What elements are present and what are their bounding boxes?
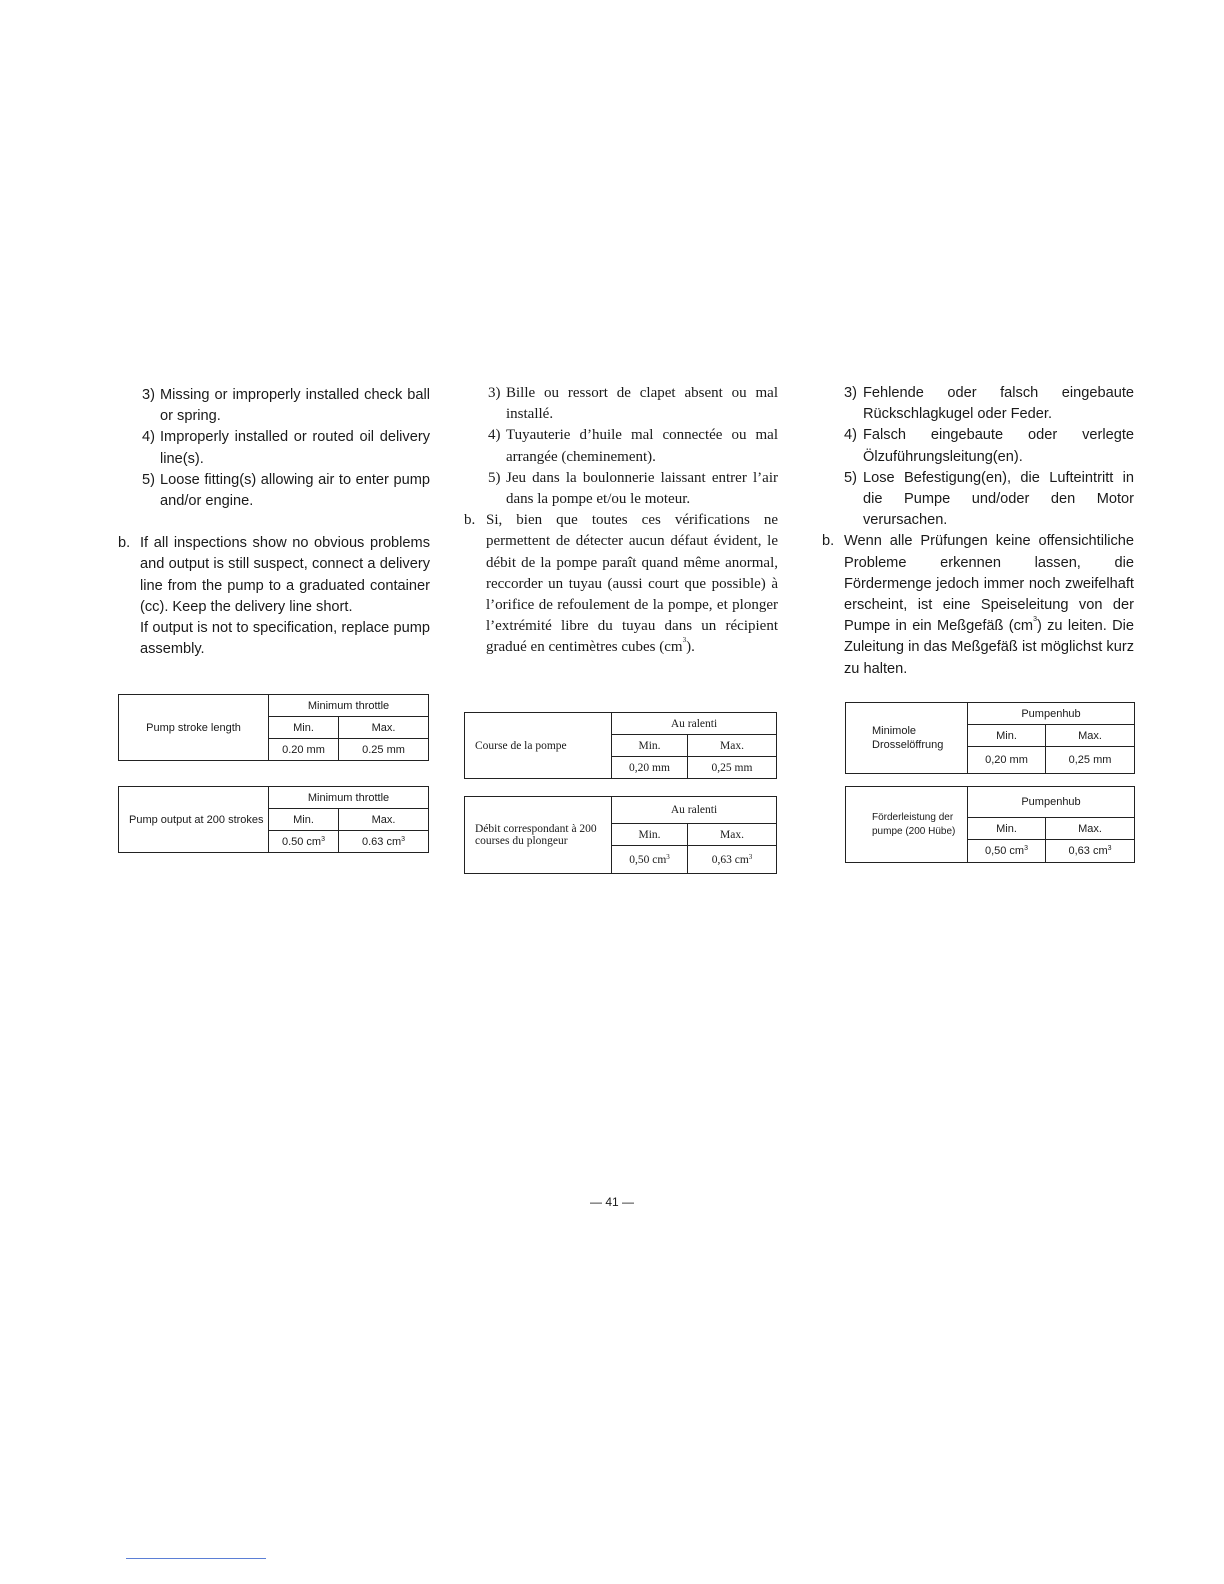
table-header: Minimum throttle: [269, 695, 429, 717]
paragraph-text: If all inspections show no obvious problems and output is still suspect, connect a delivery line from the pump to a graduated container (cc). Keep the delivery line short.: [140, 535, 430, 615]
table-header: Minimum throttle: [269, 787, 429, 809]
item-text: Tuyauterie d’huile mal connectée ou mal arrangée (cheminement).: [506, 427, 778, 465]
german-column: [822, 383, 1134, 680]
max-header: Max.: [1046, 725, 1135, 747]
table-label: Pump stroke length: [119, 695, 269, 761]
list-item: [118, 427, 430, 469]
table-label: Course de la pompe: [465, 713, 612, 779]
paragraph-b: [118, 533, 430, 660]
item-number: 3): [844, 385, 857, 401]
paragraph-b: [464, 510, 778, 658]
min-header: Min.: [968, 818, 1046, 840]
table-header: Pumpenhub: [968, 703, 1135, 725]
spec-table-output-fr: [464, 796, 777, 874]
table-label: Pump output at 200 strokes: [119, 787, 269, 853]
list-item: [466, 468, 778, 510]
item-text: Fehlende oder falsch eingebaute Rückschlagkugel oder Feder.: [863, 385, 1134, 423]
max-header: Max.: [339, 717, 429, 739]
paragraph-text: Wenn alle Prüfungen keine offensichtiliche Probleme erkennen lassen, die Fördermenge jedoch immer noch zweifelhaft erscheint, ist eine Speiseleitung von der Pumpe in ein Meßgefäß $(cm^3)$ zu leiten. Die Zuleitung in das Meßgefäß ist möglichst kurz zu halten.: [844, 533, 1134, 677]
spec-table-stroke-fr: [464, 712, 777, 779]
item-number: 4): [142, 429, 155, 446]
table-header: Pumpenhub: [968, 787, 1135, 818]
list-item: [822, 468, 1134, 532]
item-text: Bille ou ressort de clapet absent ou mal installé.: [506, 385, 778, 423]
item-number: 4): [488, 427, 501, 444]
paragraph-label: b.: [118, 535, 131, 552]
max-value: 0,25 mm: [1046, 747, 1135, 774]
item-number: 4): [844, 427, 857, 444]
item-number: 3): [142, 387, 155, 403]
min-header: Min.: [269, 809, 339, 831]
table-label: Minimole Drosselöffrung: [846, 703, 968, 774]
min-header: Min.: [269, 717, 339, 739]
min-value: 0,50 $cm^3$: [968, 840, 1046, 863]
list-item: [466, 425, 778, 467]
item-text: Lose Befestigung(en), die Lufteintritt in die Pumpe und/oder den Motor verursachen.: [863, 469, 1134, 529]
paragraph-text: Si, bien que toutes ces vérifications ne permettent de détecter aucun défaut évident, le débit de la pompe paraît quand même anormal, reccorder un tuyau (aussi court que possible) à l’orifice de refoulement de la pompe, et plonger l’extrémité libre du tuyau dans un récipient gradué en centimètres cubes $(cm^3)$.: [486, 512, 778, 656]
list-item: [822, 425, 1134, 467]
item-text: Jeu dans la boulonnerie laissant entrer l’air dans la pompe et/ou le moteur.: [506, 469, 778, 508]
table-header: Au ralenti: [612, 713, 777, 735]
spec-table-stroke-de: [845, 702, 1135, 774]
paragraph-label: b.: [464, 512, 476, 529]
paragraph-label: b.: [822, 533, 835, 550]
spec-table-output-de: [845, 786, 1135, 863]
max-header: Max.: [688, 735, 777, 757]
min-header: Min.: [612, 824, 688, 846]
spec-table-output-en: [118, 786, 429, 853]
item-number: 3): [488, 385, 501, 401]
table-label: Débit correspondant à 200 courses du plongeur: [465, 797, 612, 874]
list-item: [822, 383, 1134, 425]
max-value: 0,63 $cm^3$: [688, 846, 777, 874]
list-item: [118, 385, 430, 427]
list-item: [118, 470, 430, 512]
table-header: Au ralenti: [612, 797, 777, 824]
min-value: 0.50 $cm^3$: [269, 831, 339, 853]
min-value: 0,20 mm: [968, 747, 1046, 774]
max-header: Max.: [1046, 818, 1135, 840]
spec-table-stroke-en: [118, 694, 429, 761]
french-column: [466, 383, 778, 659]
list-item: [466, 383, 778, 425]
min-header: Min.: [612, 735, 688, 757]
max-value: 0,63 $cm^3$: [1046, 840, 1135, 863]
max-header: Max.: [688, 824, 777, 846]
max-value: 0.25 mm: [339, 739, 429, 761]
item-text: Loose fitting(s) allowing air to enter pump and/or engine.: [160, 471, 430, 510]
min-value: 0,20 mm: [612, 757, 688, 779]
page-number: — 41 —: [589, 1195, 634, 1209]
min-header: Min.: [968, 725, 1046, 747]
paragraph-b: [822, 531, 1134, 679]
item-number: 5): [488, 469, 501, 486]
min-value: 0,50 $cm^3$: [612, 846, 688, 874]
max-value: 0.63 $cm^3$: [339, 831, 429, 853]
decorative-rule: [126, 1558, 266, 1559]
max-value: 0,25 mm: [688, 757, 777, 779]
item-text: Falsch eingebaute oder verlegte Ölzuführungsleitung(en).: [863, 427, 1134, 465]
item-number: 5): [844, 469, 857, 486]
item-text: Improperly installed or routed oil delivery line(s).: [160, 429, 430, 467]
max-header: Max.: [339, 809, 429, 831]
table-label: Förderleistung der pumpe (200 Hübe): [846, 787, 968, 863]
paragraph-text: If output is not to specification, replace pump assembly.: [140, 620, 430, 658]
item-number: 5): [142, 471, 155, 488]
english-column: [118, 385, 430, 660]
item-text: Missing or improperly installed check ball or spring.: [160, 387, 430, 425]
min-value: 0.20 mm: [269, 739, 339, 761]
